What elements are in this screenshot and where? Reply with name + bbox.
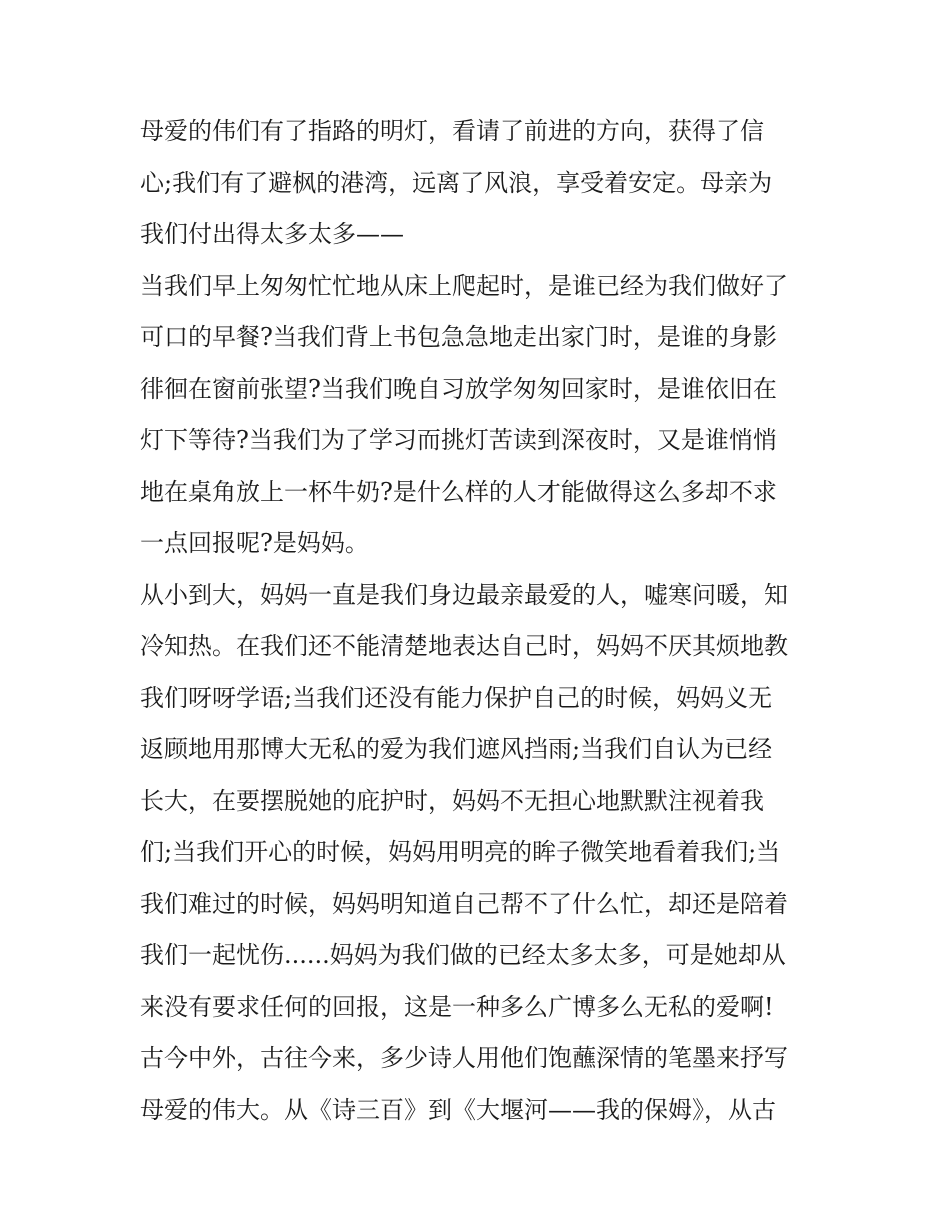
text-line: 我们难过的时候，妈妈明知道自己帮不了什么忙，却还是陪着 [140,889,788,918]
text-line: 当我们早上匆匆忙忙地从床上爬起时，是谁已经为我们做好了 [140,271,788,300]
text-line: 从小到大，妈妈一直是我们身边最亲最爱的人，嘘寒问暖，知 [140,580,788,609]
text-line: 徘徊在窗前张望?当我们晚自习放学匆匆回家时，是谁依旧在 [140,374,777,403]
text-line: 长大，在要摆脱她的庇护时，妈妈不无担心地默默注视着我 [140,786,764,815]
text-line: 心;我们有了避枫的港湾，远离了风浪，享受着安定。母亲为 [140,168,773,197]
text-line: 古今中外，古往今来，多少诗人用他们饱蘸深情的笔墨来抒写 [140,1044,788,1072]
document-body [140,106,820,1136]
text-line: 灯下等待?当我们为了学习而挑灯苦读到深夜时，又是谁悄悄 [140,426,777,454]
text-line: 我们呀呀学语;当我们还没有能力保护自己的时候，妈妈义无 [140,683,773,712]
text-line: 母爱的伟们有了指路的明灯，看请了前进的方向，获得了信 [140,117,764,145]
text-line: 来没有要求任何的回报，这是一种多么广博多么无私的爱啊! [140,992,774,1021]
text-line: 可口的早餐?当我们背上书包急急地走出家门时，是谁的身影 [140,323,777,351]
text-line: 母爱的伟大。从《诗三百》到《大堰河——我的保姆》，从古 [140,1095,776,1124]
text-line: 冷知热。在我们还不能清楚地表达自己时，妈妈不厌其烦地教 [140,632,788,660]
text-line: 我们一起忧伤......妈妈为我们做的已经太多太多，可是她却从 [140,941,786,969]
text-line: 我们付出得太多太多—— [140,220,404,248]
text-line: 返顾地用那博大无私的爱为我们遮风挡雨;当我们自认为已经 [140,735,773,763]
text-line: 地在桌角放上一杯牛奶?是什么样的人才能做得这么多却不求 [140,477,777,506]
text-line: 们;当我们开心的时候，妈妈用明亮的眸子微笑地看着我们;当 [140,838,781,866]
text-line: 一点回报呢?是妈妈。 [140,529,369,557]
